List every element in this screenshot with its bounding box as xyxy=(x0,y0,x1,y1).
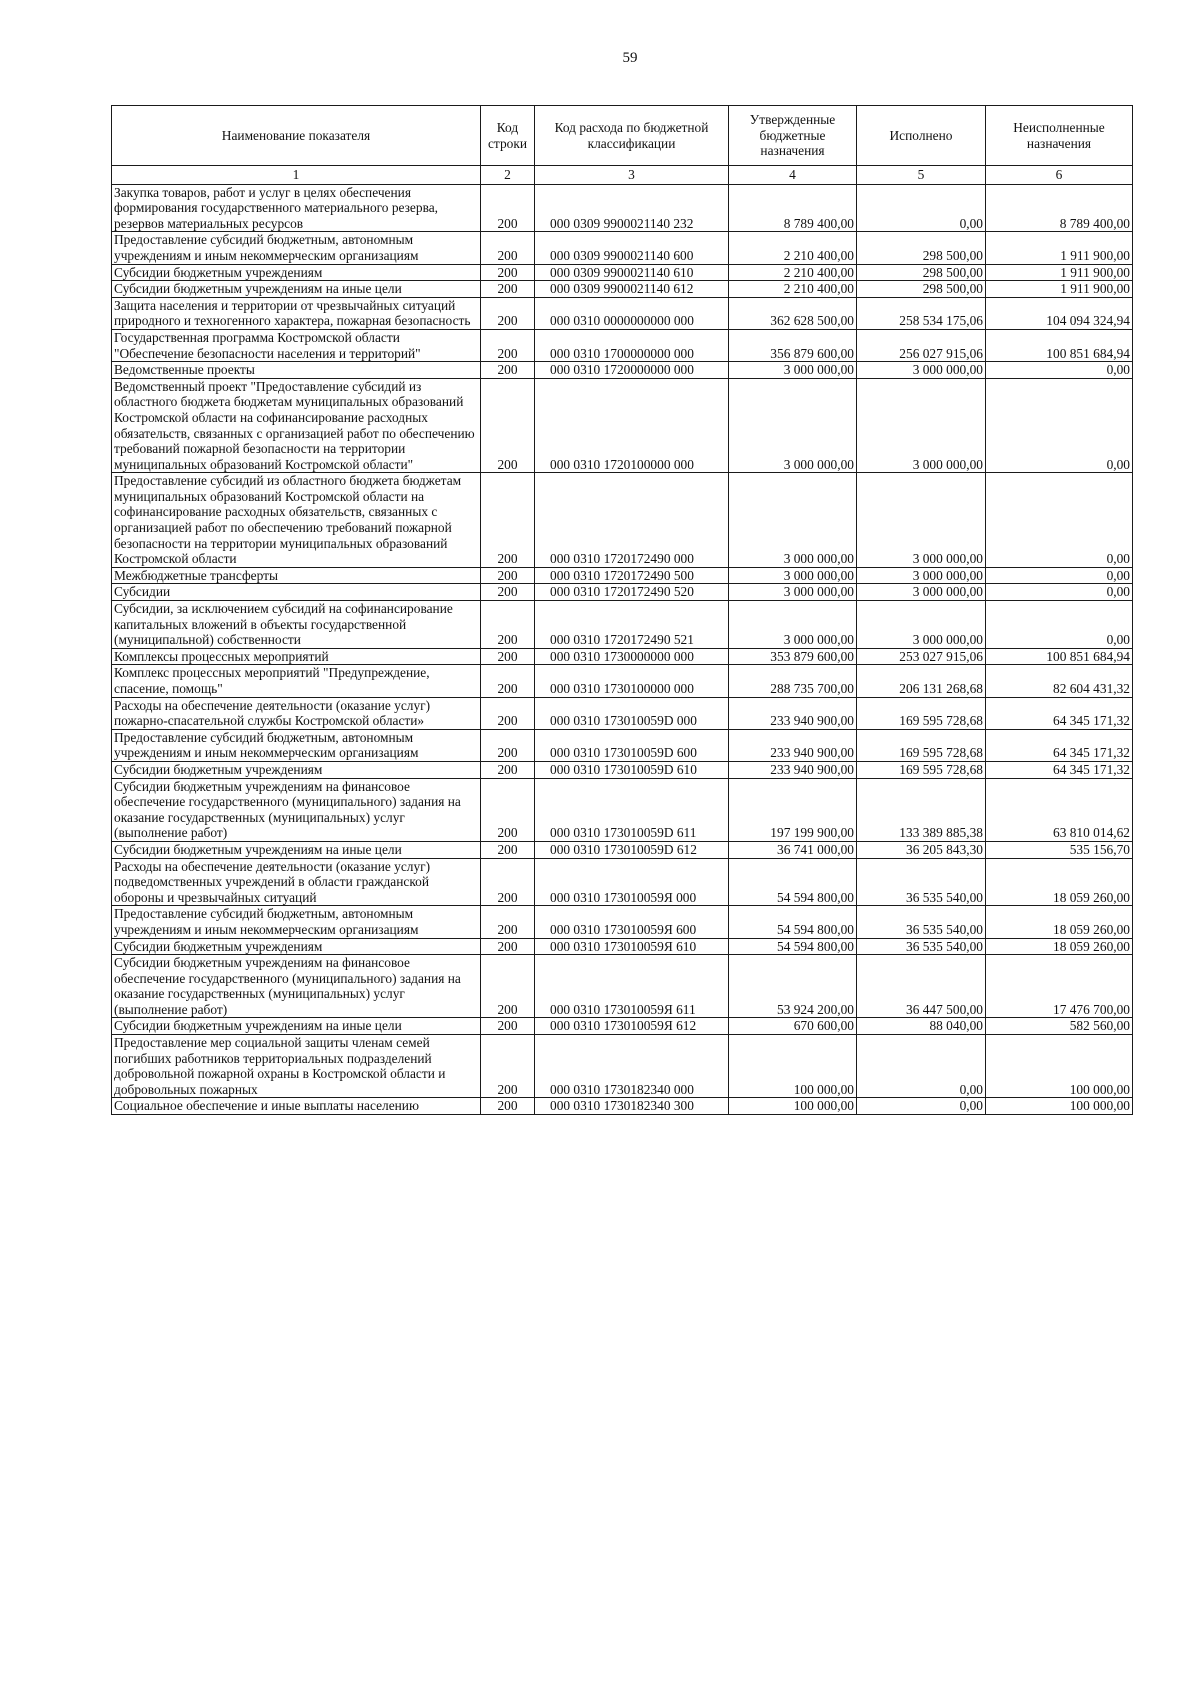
executed-amount-cell: 3 000 000,00 xyxy=(857,584,986,601)
column-index: 4 xyxy=(729,166,857,185)
line-code-cell: 200 xyxy=(481,1018,535,1035)
table-row xyxy=(112,281,1133,298)
approved-amount-cell: 2 210 400,00 xyxy=(729,281,857,298)
indicator-name-cell: Расходы на обеспечение деятельности (оказание услуг) подведомственных учреждений в области гражданской обороны и чрезвычайных ситуаций xyxy=(112,858,481,906)
indicator-name-cell: Предоставление субсидий из областного бюджета бюджетам муниципальных образований Костромской области на софинансирование расходных обязательств, связанных с организацией работ по обеспечению требований пожарной безопасности на территории муниципальных образований Костромской области xyxy=(112,473,481,568)
unexecuted-amount-cell: 582 560,00 xyxy=(986,1018,1133,1035)
approved-amount-cell: 3 000 000,00 xyxy=(729,584,857,601)
line-code-cell: 200 xyxy=(481,697,535,729)
indicator-name-cell: Субсидии бюджетным учреждениям xyxy=(112,761,481,778)
unexecuted-amount-cell: 18 059 260,00 xyxy=(986,858,1133,906)
column-index: 3 xyxy=(535,166,729,185)
approved-amount-cell: 3 000 000,00 xyxy=(729,601,857,649)
expense-code-cell: 000 0310 173010059Я 612 xyxy=(535,1018,729,1035)
approved-amount-cell: 197 199 900,00 xyxy=(729,778,857,841)
expense-code-cell: 000 0310 1700000000 000 xyxy=(535,329,729,361)
approved-amount-cell: 233 940 900,00 xyxy=(729,761,857,778)
expense-code-cell: 000 0309 9900021140 232 xyxy=(535,184,729,232)
approved-amount-cell: 8 789 400,00 xyxy=(729,184,857,232)
unexecuted-amount-cell: 0,00 xyxy=(986,567,1133,584)
header-line-code: Код строки xyxy=(481,106,535,166)
expense-code-cell: 000 0310 1730182340 300 xyxy=(535,1098,729,1115)
line-code-cell: 200 xyxy=(481,567,535,584)
indicator-name-cell: Субсидии, за исключением субсидий на софинансирование капитальных вложений в объекты государственной (муниципальной) собственности xyxy=(112,601,481,649)
table-row xyxy=(112,778,1133,841)
approved-amount-cell: 36 741 000,00 xyxy=(729,841,857,858)
expense-code-cell: 000 0310 173010059D 000 xyxy=(535,697,729,729)
table-row xyxy=(112,584,1133,601)
indicator-name-cell: Расходы на обеспечение деятельности (оказание услуг) пожарно-спасательной службы Костромской области» xyxy=(112,697,481,729)
executed-amount-cell: 258 534 175,06 xyxy=(857,297,986,329)
expense-code-cell: 000 0310 1730100000 000 xyxy=(535,665,729,697)
executed-amount-cell: 298 500,00 xyxy=(857,232,986,264)
line-code-cell: 200 xyxy=(481,938,535,955)
column-index: 6 xyxy=(986,166,1133,185)
table-row xyxy=(112,648,1133,665)
indicator-name-cell: Субсидии бюджетным учреждениям на финансовое обеспечение государственного (муниципального) задания на оказание государственных (муниципальных) услуг (выполнение работ) xyxy=(112,778,481,841)
unexecuted-amount-cell: 64 345 171,32 xyxy=(986,761,1133,778)
expense-code-cell: 000 0310 173010059Я 611 xyxy=(535,955,729,1018)
column-index-row xyxy=(112,166,1133,185)
header-unexecuted: Неисполненные назначения xyxy=(986,106,1133,166)
table-row xyxy=(112,1035,1133,1098)
unexecuted-amount-cell: 17 476 700,00 xyxy=(986,955,1133,1018)
expense-code-cell: 000 0310 1720000000 000 xyxy=(535,362,729,379)
executed-amount-cell: 36 535 540,00 xyxy=(857,938,986,955)
table-row xyxy=(112,1098,1133,1115)
approved-amount-cell: 353 879 600,00 xyxy=(729,648,857,665)
header-indicator-name: Наименование показателя xyxy=(112,106,481,166)
executed-amount-cell: 169 595 728,68 xyxy=(857,761,986,778)
approved-amount-cell: 3 000 000,00 xyxy=(729,378,857,473)
indicator-name-cell: Государственная программа Костромской области "Обеспечение безопасности населения и территорий" xyxy=(112,329,481,361)
expense-code-cell: 000 0310 173010059Я 610 xyxy=(535,938,729,955)
unexecuted-amount-cell: 8 789 400,00 xyxy=(986,184,1133,232)
approved-amount-cell: 362 628 500,00 xyxy=(729,297,857,329)
unexecuted-amount-cell: 0,00 xyxy=(986,362,1133,379)
executed-amount-cell: 36 535 540,00 xyxy=(857,906,986,938)
unexecuted-amount-cell: 18 059 260,00 xyxy=(986,906,1133,938)
indicator-name-cell: Ведомственный проект "Предоставление субсидий из областного бюджета бюджетам муниципальных образований Костромской области на софинансирование расходных обязательств, связанных с организацией работ по обеспечению требований пожарной безопасности на территории муниципальных образований Костромской области" xyxy=(112,378,481,473)
table-row xyxy=(112,841,1133,858)
line-code-cell: 200 xyxy=(481,729,535,761)
line-code-cell: 200 xyxy=(481,665,535,697)
executed-amount-cell: 3 000 000,00 xyxy=(857,473,986,568)
indicator-name-cell: Субсидии бюджетным учреждениям на иные цели xyxy=(112,1018,481,1035)
indicator-name-cell: Межбюджетные трансферты xyxy=(112,567,481,584)
approved-amount-cell: 54 594 800,00 xyxy=(729,858,857,906)
line-code-cell: 200 xyxy=(481,473,535,568)
unexecuted-amount-cell: 100 851 684,94 xyxy=(986,329,1133,361)
unexecuted-amount-cell: 1 911 900,00 xyxy=(986,232,1133,264)
executed-amount-cell: 3 000 000,00 xyxy=(857,362,986,379)
expense-code-cell: 000 0310 1730182340 000 xyxy=(535,1035,729,1098)
table-row xyxy=(112,955,1133,1018)
line-code-cell: 200 xyxy=(481,584,535,601)
table-body xyxy=(112,184,1133,1114)
executed-amount-cell: 36 535 540,00 xyxy=(857,858,986,906)
executed-amount-cell: 36 447 500,00 xyxy=(857,955,986,1018)
executed-amount-cell: 256 027 915,06 xyxy=(857,329,986,361)
table-row xyxy=(112,697,1133,729)
line-code-cell: 200 xyxy=(481,955,535,1018)
approved-amount-cell: 100 000,00 xyxy=(729,1035,857,1098)
table-row xyxy=(112,938,1133,955)
unexecuted-amount-cell: 64 345 171,32 xyxy=(986,697,1133,729)
expense-code-cell: 000 0310 173010059D 611 xyxy=(535,778,729,841)
approved-amount-cell: 3 000 000,00 xyxy=(729,362,857,379)
indicator-name-cell: Предоставление мер социальной защиты членам семей погибших работников территориальных подразделений добровольной пожарной охраны в Костромской области и добровольных пожарных xyxy=(112,1035,481,1098)
table-header xyxy=(112,106,1133,185)
table-row xyxy=(112,729,1133,761)
unexecuted-amount-cell: 100 000,00 xyxy=(986,1098,1133,1115)
unexecuted-amount-cell: 100 000,00 xyxy=(986,1035,1133,1098)
approved-amount-cell: 2 210 400,00 xyxy=(729,264,857,281)
column-index: 2 xyxy=(481,166,535,185)
executed-amount-cell: 0,00 xyxy=(857,1035,986,1098)
budget-execution-table xyxy=(111,105,1133,1115)
expense-code-cell: 000 0310 1730000000 000 xyxy=(535,648,729,665)
table-row xyxy=(112,297,1133,329)
approved-amount-cell: 3 000 000,00 xyxy=(729,473,857,568)
approved-amount-cell: 288 735 700,00 xyxy=(729,665,857,697)
indicator-name-cell: Предоставление субсидий бюджетным, автономным учреждениям и иным некоммерческим организациям xyxy=(112,906,481,938)
header-row xyxy=(112,106,1133,166)
table-row xyxy=(112,473,1133,568)
line-code-cell: 200 xyxy=(481,778,535,841)
header-expense-code: Код расхода по бюджетной классификации xyxy=(535,106,729,166)
indicator-name-cell: Субсидии бюджетным учреждениям на иные цели xyxy=(112,841,481,858)
table-row xyxy=(112,567,1133,584)
unexecuted-amount-cell: 1 911 900,00 xyxy=(986,264,1133,281)
table-row xyxy=(112,858,1133,906)
unexecuted-amount-cell: 0,00 xyxy=(986,584,1133,601)
unexecuted-amount-cell: 104 094 324,94 xyxy=(986,297,1133,329)
indicator-name-cell: Социальное обеспечение и иные выплаты населению xyxy=(112,1098,481,1115)
indicator-name-cell: Предоставление субсидий бюджетным, автономным учреждениям и иным некоммерческим организациям xyxy=(112,729,481,761)
table-row xyxy=(112,264,1133,281)
table-row xyxy=(112,665,1133,697)
expense-code-cell: 000 0310 1720100000 000 xyxy=(535,378,729,473)
line-code-cell: 200 xyxy=(481,232,535,264)
line-code-cell: 200 xyxy=(481,378,535,473)
header-approved: Утвержденные бюджетные назначения xyxy=(729,106,857,166)
approved-amount-cell: 233 940 900,00 xyxy=(729,697,857,729)
line-code-cell: 200 xyxy=(481,761,535,778)
column-index: 1 xyxy=(112,166,481,185)
indicator-name-cell: Закупка товаров, работ и услуг в целях обеспечения формирования государственного материального резерва, резервов материальных ресурсов xyxy=(112,184,481,232)
indicator-name-cell: Субсидии xyxy=(112,584,481,601)
table-row xyxy=(112,329,1133,361)
unexecuted-amount-cell: 82 604 431,32 xyxy=(986,665,1133,697)
line-code-cell: 200 xyxy=(481,601,535,649)
approved-amount-cell: 100 000,00 xyxy=(729,1098,857,1115)
line-code-cell: 200 xyxy=(481,184,535,232)
expense-code-cell: 000 0310 1720172490 000 xyxy=(535,473,729,568)
indicator-name-cell: Предоставление субсидий бюджетным, автономным учреждениям и иным некоммерческим организациям xyxy=(112,232,481,264)
expense-code-cell: 000 0310 1720172490 500 xyxy=(535,567,729,584)
unexecuted-amount-cell: 0,00 xyxy=(986,601,1133,649)
expense-code-cell: 000 0310 0000000000 000 xyxy=(535,297,729,329)
table-row xyxy=(112,1018,1133,1035)
unexecuted-amount-cell: 100 851 684,94 xyxy=(986,648,1133,665)
expense-code-cell: 000 0310 1720172490 520 xyxy=(535,584,729,601)
approved-amount-cell: 670 600,00 xyxy=(729,1018,857,1035)
line-code-cell: 200 xyxy=(481,362,535,379)
executed-amount-cell: 3 000 000,00 xyxy=(857,378,986,473)
executed-amount-cell: 3 000 000,00 xyxy=(857,601,986,649)
executed-amount-cell: 3 000 000,00 xyxy=(857,567,986,584)
expense-code-cell: 000 0310 173010059Я 600 xyxy=(535,906,729,938)
approved-amount-cell: 356 879 600,00 xyxy=(729,329,857,361)
unexecuted-amount-cell: 535 156,70 xyxy=(986,841,1133,858)
expense-code-cell: 000 0310 173010059D 610 xyxy=(535,761,729,778)
table-row xyxy=(112,184,1133,232)
expense-code-cell: 000 0310 173010059D 612 xyxy=(535,841,729,858)
line-code-cell: 200 xyxy=(481,906,535,938)
line-code-cell: 200 xyxy=(481,1035,535,1098)
header-executed: Исполнено xyxy=(857,106,986,166)
unexecuted-amount-cell: 1 911 900,00 xyxy=(986,281,1133,298)
expense-code-cell: 000 0309 9900021140 612 xyxy=(535,281,729,298)
expense-code-cell: 000 0309 9900021140 610 xyxy=(535,264,729,281)
line-code-cell: 200 xyxy=(481,281,535,298)
approved-amount-cell: 3 000 000,00 xyxy=(729,567,857,584)
table-row xyxy=(112,601,1133,649)
executed-amount-cell: 88 040,00 xyxy=(857,1018,986,1035)
approved-amount-cell: 54 594 800,00 xyxy=(729,906,857,938)
indicator-name-cell: Субсидии бюджетным учреждениям xyxy=(112,938,481,955)
executed-amount-cell: 253 027 915,06 xyxy=(857,648,986,665)
unexecuted-amount-cell: 0,00 xyxy=(986,473,1133,568)
approved-amount-cell: 54 594 800,00 xyxy=(729,938,857,955)
line-code-cell: 200 xyxy=(481,1098,535,1115)
executed-amount-cell: 36 205 843,30 xyxy=(857,841,986,858)
unexecuted-amount-cell: 63 810 014,62 xyxy=(986,778,1133,841)
indicator-name-cell: Ведомственные проекты xyxy=(112,362,481,379)
indicator-name-cell: Защита населения и территории от чрезвычайных ситуаций природного и техногенного характера, пожарная безопасность xyxy=(112,297,481,329)
column-index: 5 xyxy=(857,166,986,185)
line-code-cell: 200 xyxy=(481,329,535,361)
executed-amount-cell: 298 500,00 xyxy=(857,264,986,281)
executed-amount-cell: 169 595 728,68 xyxy=(857,697,986,729)
indicator-name-cell: Комплекс процессных мероприятий "Предупреждение, спасение, помощь" xyxy=(112,665,481,697)
table-row xyxy=(112,761,1133,778)
executed-amount-cell: 133 389 885,38 xyxy=(857,778,986,841)
table-row xyxy=(112,232,1133,264)
approved-amount-cell: 233 940 900,00 xyxy=(729,729,857,761)
line-code-cell: 200 xyxy=(481,858,535,906)
executed-amount-cell: 298 500,00 xyxy=(857,281,986,298)
expense-code-cell: 000 0310 1720172490 521 xyxy=(535,601,729,649)
table-row xyxy=(112,362,1133,379)
unexecuted-amount-cell: 64 345 171,32 xyxy=(986,729,1133,761)
line-code-cell: 200 xyxy=(481,841,535,858)
executed-amount-cell: 206 131 268,68 xyxy=(857,665,986,697)
indicator-name-cell: Субсидии бюджетным учреждениям на финансовое обеспечение государственного (муниципального) задания на оказание государственных (муниципальных) услуг (выполнение работ) xyxy=(112,955,481,1018)
unexecuted-amount-cell: 0,00 xyxy=(986,378,1133,473)
expense-code-cell: 000 0310 173010059D 600 xyxy=(535,729,729,761)
executed-amount-cell: 169 595 728,68 xyxy=(857,729,986,761)
expense-code-cell: 000 0309 9900021140 600 xyxy=(535,232,729,264)
indicator-name-cell: Субсидии бюджетным учреждениям на иные цели xyxy=(112,281,481,298)
executed-amount-cell: 0,00 xyxy=(857,1098,986,1115)
line-code-cell: 200 xyxy=(481,264,535,281)
unexecuted-amount-cell: 18 059 260,00 xyxy=(986,938,1133,955)
indicator-name-cell: Субсидии бюджетным учреждениям xyxy=(112,264,481,281)
table-row xyxy=(112,378,1133,473)
approved-amount-cell: 2 210 400,00 xyxy=(729,232,857,264)
approved-amount-cell: 53 924 200,00 xyxy=(729,955,857,1018)
indicator-name-cell: Комплексы процессных мероприятий xyxy=(112,648,481,665)
expense-code-cell: 000 0310 173010059Я 000 xyxy=(535,858,729,906)
executed-amount-cell: 0,00 xyxy=(857,184,986,232)
line-code-cell: 200 xyxy=(481,297,535,329)
table-row xyxy=(112,906,1133,938)
page-number: 59 xyxy=(622,50,638,66)
line-code-cell: 200 xyxy=(481,648,535,665)
